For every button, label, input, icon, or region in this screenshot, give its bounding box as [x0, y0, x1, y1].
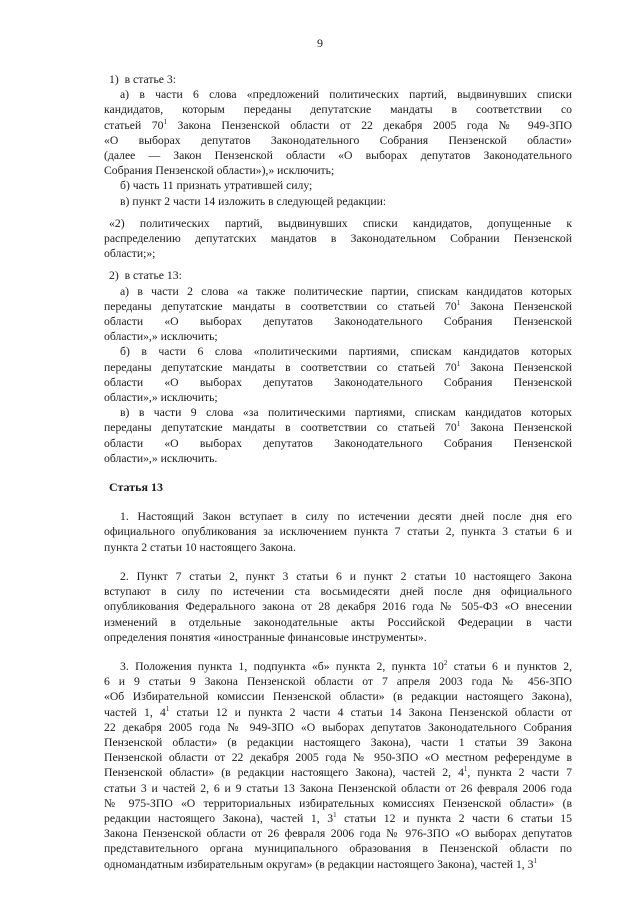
text-line: кандидатов, которым переданы депутатские мандаты в соответствии со — [104, 103, 572, 117]
text-line: переданы депутатские мандаты в соответствии со статьей $70^1$ Закона Пензенской — [104, 420, 572, 435]
paragraph-s3c — [104, 194, 572, 209]
text-line: «О выборах депутатов Законодательного Собрания Пензенской области» — [104, 133, 572, 147]
text-line: официального опубликования за исключением пункта 7 статьи 2, пункта 3 статьи 6 и — [104, 525, 572, 539]
text-line: области»,» исключить; — [104, 330, 218, 344]
text-line: опубликования Федерального закона от 28 декабря 2016 года № 505-ФЗ «О внесении — [104, 600, 572, 614]
text-line: вступают в силу по истечении ста восьмидесяти дней после дня официального — [104, 585, 572, 599]
text-line: 6 и 9 статьи 9 Закона Пензенской области от 7 апреля 2003 года № 456-ЗПО — [104, 675, 572, 689]
paragraph-s13b — [104, 344, 572, 405]
text-line: Собрания Пензенской области»),» исключить; — [104, 164, 335, 178]
text-line: Статья 13 — [109, 480, 163, 495]
text-line: переданы депутатские мандаты в соответствии со статьей $70^1$ Закона Пензенской — [104, 298, 572, 313]
paragraph-s13 — [104, 268, 572, 283]
text-line: «2) политических партий, выдвинувших списки кандидатов, допущенные к — [109, 216, 572, 230]
text-line: 2) в статье 13: — [109, 269, 182, 283]
text-line: области «О выборах депутатов Законодательного Собрания Пензенской — [104, 315, 572, 329]
text-line: статьи 3 и частей 2, 6 и 9 статьи 13 Закона Пензенской области от 26 февраля 2006 года — [104, 781, 572, 795]
text-line: а) в части 2 слова «а также политические партии, спискам кандидатов которых — [120, 284, 572, 298]
text-line: 1. Настоящий Закон вступает в силу по истечении десяти дней после дня его — [120, 510, 572, 524]
text-line: редакции настоящего Закона), частей 1, $3^1$ статьи 12 и пункта 2 части 6 статьи 15 — [104, 811, 572, 825]
text-line: области «О выборах депутатов Законодательного Собрания Пензенской — [104, 375, 572, 389]
text-line: определения понятия «иностранные финансовые инструменты». — [104, 630, 427, 644]
paragraph-art13-3 — [104, 659, 572, 872]
document-body — [104, 72, 572, 872]
text-line: распределению депутатских мандатов в Законодательном Собрании Пензенской — [104, 232, 572, 246]
text-line: пункта 2 статьи 10 настоящего Закона. — [104, 540, 296, 554]
text-line: б) часть 11 признать утратившей силу; — [120, 179, 313, 193]
text-line: области «О выборах депутатов Законодательного Собрания Пензенской — [104, 436, 572, 450]
paragraph-s3q — [104, 216, 572, 262]
text-line: области»,» исключить. — [104, 451, 218, 465]
text-line: (далее — Закон Пензенской области «О выборах депутатов Законодательного — [104, 149, 572, 163]
text-line: статьей $70^1$ Закона Пензенской области от 22 декабря 2005 года № 949-ЗПО — [104, 117, 573, 132]
page-number: 9 — [317, 36, 323, 50]
paragraph-s3 — [104, 72, 572, 87]
text-line: 2. Пункт 7 статьи 2, пункт 3 статьи 6 и пункт 2 статьи 10 настоящего Закона — [120, 569, 572, 583]
text-line: Пензенской области от 22 декабря 2005 года № 950-ЗПО «О местном референдуме в — [104, 751, 572, 765]
paragraph-art13-2 — [104, 569, 572, 645]
text-line: 1) в статье 3: — [109, 73, 176, 86]
text-line: переданы депутатские мандаты в соответствии со статьей $70^1$ Закона Пензенской — [104, 359, 572, 374]
text-line: в) пункт 2 части 14 изложить в следующей редакции: — [120, 194, 387, 208]
text-line: Пензенской области» (в редакции настоящего Закона), части 1 статьи 39 Закона — [104, 735, 572, 749]
text-line: а) в части 6 слова «предложений политических партий, выдвинувших списки — [120, 88, 572, 102]
text-line: «Об Избирательной комиссии Пензенской области» (в редакции настоящего Закона), — [104, 690, 572, 704]
text-line: области»,» исключить; — [104, 391, 218, 405]
text-line: в) в части 9 слова «за политическими партиями, спискам кандидатов которых — [120, 406, 572, 420]
text-line: 3. Положения пункта 1, подпункта «б» пункта 2, пункта $10^2$ статьи 6 и пунктов 2, — [120, 659, 573, 673]
paragraph-s13a — [104, 284, 572, 345]
text-line: изменений в отдельные законодательные акты Российской Федерации в части — [104, 615, 572, 629]
text-line: представительного органа муниципального образования в Пензенской области по — [104, 842, 572, 856]
text-line: Закона Пензенской области от 26 февраля 2006 года № 976-ЗПО «О выборах депутатов — [104, 827, 572, 841]
text-line: 22 декабря 2005 года № 949-ЗПО «О выборах депутатов Законодательного Собрания — [104, 720, 572, 734]
text-line: одномандатным избирательным округам» (в редакции настоящего Закона), частей 1, $3^1$ — [104, 856, 537, 871]
paragraph-s3a — [104, 87, 572, 178]
text-line: № 975-ЗПО «О территориальных избирательных комиссиях Пензенской области» (в — [104, 796, 572, 810]
paragraph-s3b — [104, 178, 572, 193]
text-line: области;»; — [104, 247, 156, 261]
text-line: б) в части 6 слова «политическими партиями, спискам кандидатов которых — [120, 345, 572, 359]
article-heading — [104, 480, 572, 495]
text-line: частей 1, $4^1$ статьи 12 и пункта 2 части 4 статьи 14 Закона Пензенской области от — [104, 704, 572, 719]
text-line: Пензенской области» (в редакции настоящего Закона), частей 2, $4^1$, пункта 2 части 7 — [104, 765, 572, 780]
paragraph-art13-1 — [104, 509, 572, 555]
paragraph-s13c — [104, 405, 572, 466]
